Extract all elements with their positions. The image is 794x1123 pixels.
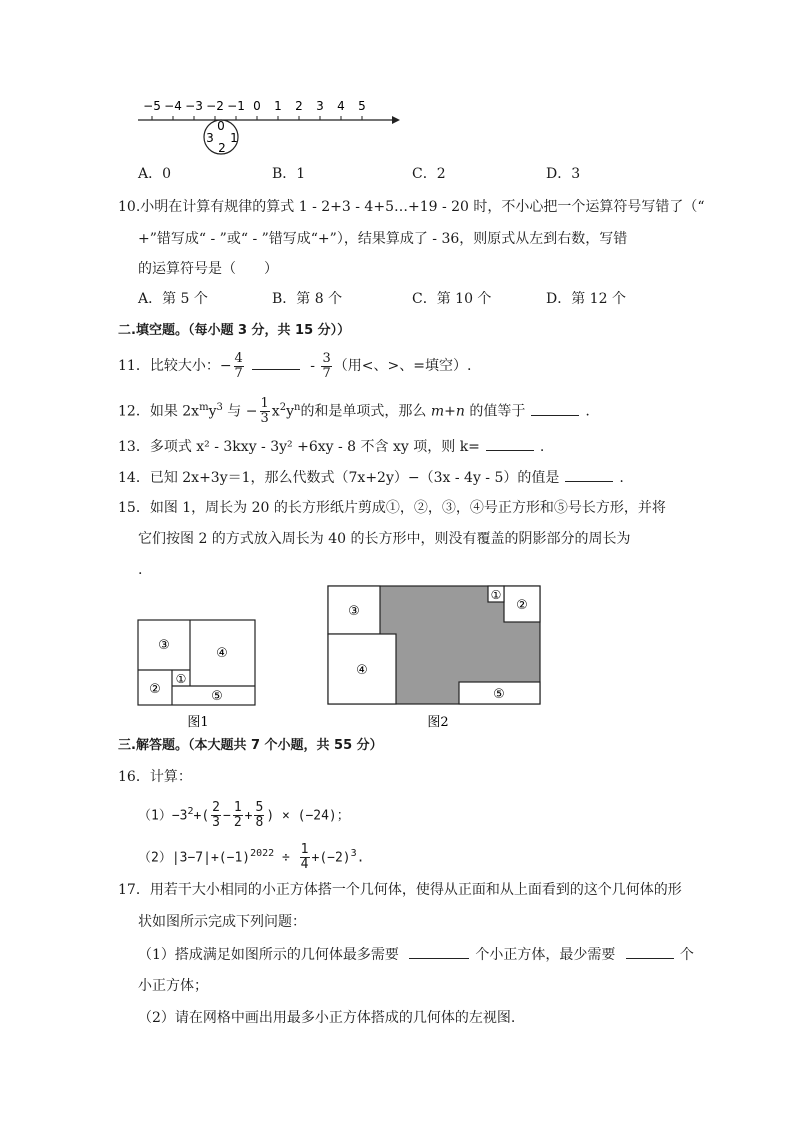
exponent: 2 <box>187 806 194 817</box>
text: ÷ <box>274 850 298 866</box>
numerator: 5 <box>255 800 264 816</box>
fig2-label-2: ② <box>516 598 528 613</box>
exponent: 2022 <box>250 848 275 859</box>
text: 的值等于 <box>464 403 526 420</box>
q17-line4: 小正方体； <box>138 978 208 994</box>
text: . <box>539 439 545 455</box>
fig1-label-1: ① <box>175 672 187 686</box>
q16-title: 16．计算： <box>118 769 192 785</box>
text: y <box>286 403 294 420</box>
q12-prefix: 12．如果 2x <box>118 403 200 420</box>
q11-prefix: 11．比较大小：− <box>118 358 232 374</box>
number-line-figure <box>130 96 400 158</box>
q15-line3: . <box>138 562 143 578</box>
q17-line2: 状如图所示完成下列问题： <box>138 914 306 930</box>
section3-title: 三.解答题。（本大题共 7 个小题，共 55 分） <box>118 738 383 753</box>
q17-min-blank[interactable] <box>626 944 674 959</box>
fig2-label-3: ③ <box>348 604 360 619</box>
tick-label: −5 <box>143 99 161 113</box>
fraction <box>233 801 243 830</box>
numerator: 3 <box>322 350 331 366</box>
denominator: 7 <box>234 365 243 381</box>
text: +( <box>193 808 210 824</box>
tick-label: −1 <box>227 99 245 113</box>
exponent: 3 <box>350 848 357 859</box>
q11-suffix: （用<、>、=填空）. <box>333 358 472 374</box>
fig1-label-4: ④ <box>216 646 228 661</box>
q11-mid: - <box>305 358 320 374</box>
q10-option-a[interactable]: A．第 5 个 <box>138 291 208 307</box>
q11 <box>118 350 471 382</box>
q14 <box>118 467 624 488</box>
text: y <box>208 403 217 420</box>
denominator: 7 <box>322 365 331 381</box>
q15-line2: 它们按图 2 的方式放入周长为 40 的长方形中，则没有覆盖的阴影部分的周长为 <box>138 531 631 547</box>
tick-label: −4 <box>164 99 182 113</box>
text: x <box>271 403 280 420</box>
tick-label: −3 <box>185 99 203 113</box>
figure-1 <box>136 618 260 732</box>
exponent: 2 <box>279 402 287 413</box>
q12-answer-blank[interactable] <box>531 401 579 416</box>
q16-part1: $(1)-3^2+$( $\frac{2}{3}$ − $\frac{1}{2}$ + $\frac{5}{8}$ ) × (−24)； <box>138 800 350 831</box>
q15-line1: 15．如图 1，周长为 20 的长方形纸片剪成①，②，③，④号正方形和⑤号长方形，并将 <box>118 500 666 516</box>
denominator: 4 <box>300 857 309 873</box>
q10-line1: 10.小明在计算有规律的算式 1 - 2+3 - 4+5…+19 - 20 时，不小心把一个运算符号写错了（“ <box>118 199 705 215</box>
fig2-label-1: ① <box>490 588 502 602</box>
dial-label: 0 <box>217 119 225 133</box>
numerator: 1 <box>260 396 269 412</box>
section2-title: 二.填空题。（每小题 3 分，共 15 分）） <box>118 323 351 338</box>
fig2-label-4: ④ <box>356 663 368 678</box>
q16-part2 <box>138 838 365 874</box>
q9-option-b[interactable]: B．1 <box>272 166 306 182</box>
denominator: 3 <box>260 411 269 427</box>
text: . <box>619 470 624 486</box>
fig1-label-5: ⑤ <box>211 689 223 704</box>
text: （1）−3 <box>138 808 188 824</box>
q17-line1: 17．用若干大小相同的小正方体搭一个几何体，使得从正面和从上面看到的这个几何体的形 <box>118 882 682 898</box>
arrow-icon <box>392 116 400 124</box>
q11-answer-blank[interactable] <box>252 355 300 370</box>
q10-option-b[interactable]: B．第 8 个 <box>272 291 343 307</box>
fraction <box>234 352 244 381</box>
q12 <box>118 392 590 428</box>
tick-label: −2 <box>206 99 224 113</box>
tick-label: 4 <box>337 99 345 113</box>
q9-option-c[interactable]: C．2 <box>412 166 446 182</box>
text: +(−2) <box>311 850 351 866</box>
q9-option-d[interactable]: D．3 <box>546 166 581 182</box>
tick-label: 3 <box>316 99 324 113</box>
q13 <box>118 436 544 457</box>
exponent: 3 <box>216 402 223 413</box>
tick-label: 0 <box>253 99 261 113</box>
denominator: 3 <box>212 815 220 831</box>
q17-line5: （2）请在网格中画出用最多小正方体搭成的几何体的左视图. <box>138 1010 516 1026</box>
text: （1）搭成满足如图所示的几何体最多需要 <box>138 947 404 963</box>
text: 个小正方体，最少需要 <box>475 947 620 963</box>
text: . <box>356 850 365 866</box>
exponent: m <box>199 402 209 413</box>
numerator: 1 <box>300 842 309 858</box>
q17-max-blank[interactable] <box>409 944 469 959</box>
q10-line2: +”错写成“ - ”或“ - ”错写成“+”），结果算成了 - 36，则原式从左到右数，写错 <box>138 231 628 247</box>
text: m+n <box>430 403 465 420</box>
q14-text: 14．已知 2x+3y＝1，那么代数式（7x+2y）−（3x - 4y - 5）的值是 <box>118 470 560 486</box>
q13-answer-blank[interactable] <box>486 436 534 451</box>
tick-label: 5 <box>358 99 366 113</box>
fig1-label-2: ② <box>149 682 161 697</box>
denominator: 2 <box>233 815 242 831</box>
tick-label: 1 <box>274 99 282 113</box>
exponent: n <box>293 402 301 413</box>
tick-label: 2 <box>295 99 303 113</box>
text: . <box>585 403 590 420</box>
figure-2 <box>326 584 546 730</box>
q9-option-a[interactable]: A．0 <box>138 166 172 182</box>
q10-line3: 的运算符号是（ ） <box>138 261 278 277</box>
q10-option-d[interactable]: D．第 12 个 <box>546 291 626 307</box>
numerator: 4 <box>234 350 243 366</box>
numerator: 1 <box>233 800 242 816</box>
text: 个 <box>679 947 694 963</box>
fraction <box>260 397 270 426</box>
fraction <box>321 352 331 381</box>
text: 的和是单项式，那么 <box>300 403 431 420</box>
q17-line3 <box>138 944 694 965</box>
denominator: 8 <box>255 815 264 831</box>
dial-label: 3 <box>206 131 214 145</box>
text: 与 − <box>222 403 258 420</box>
fig1-label-3: ③ <box>158 638 170 653</box>
fig2-label-5: ⑤ <box>493 687 505 702</box>
fig1-caption: 图1 <box>187 715 209 730</box>
numerator: 2 <box>212 800 220 816</box>
fig2-caption: 图2 <box>427 715 449 730</box>
text: （2）|3−7|+(−1) <box>138 850 251 866</box>
dial-label: 1 <box>230 131 238 145</box>
fraction <box>300 843 310 872</box>
dial-label: 2 <box>218 141 226 155</box>
q13-text: 13．多项式 x² - 3kxy - 3y² +6xy - 8 不含 xy 项，则 k= <box>118 439 480 455</box>
fraction <box>254 801 264 830</box>
q10-option-c[interactable]: C．第 10 个 <box>412 291 492 307</box>
q14-answer-blank[interactable] <box>565 467 613 482</box>
text: ) × (−24)； <box>266 808 350 824</box>
fraction <box>211 801 221 830</box>
